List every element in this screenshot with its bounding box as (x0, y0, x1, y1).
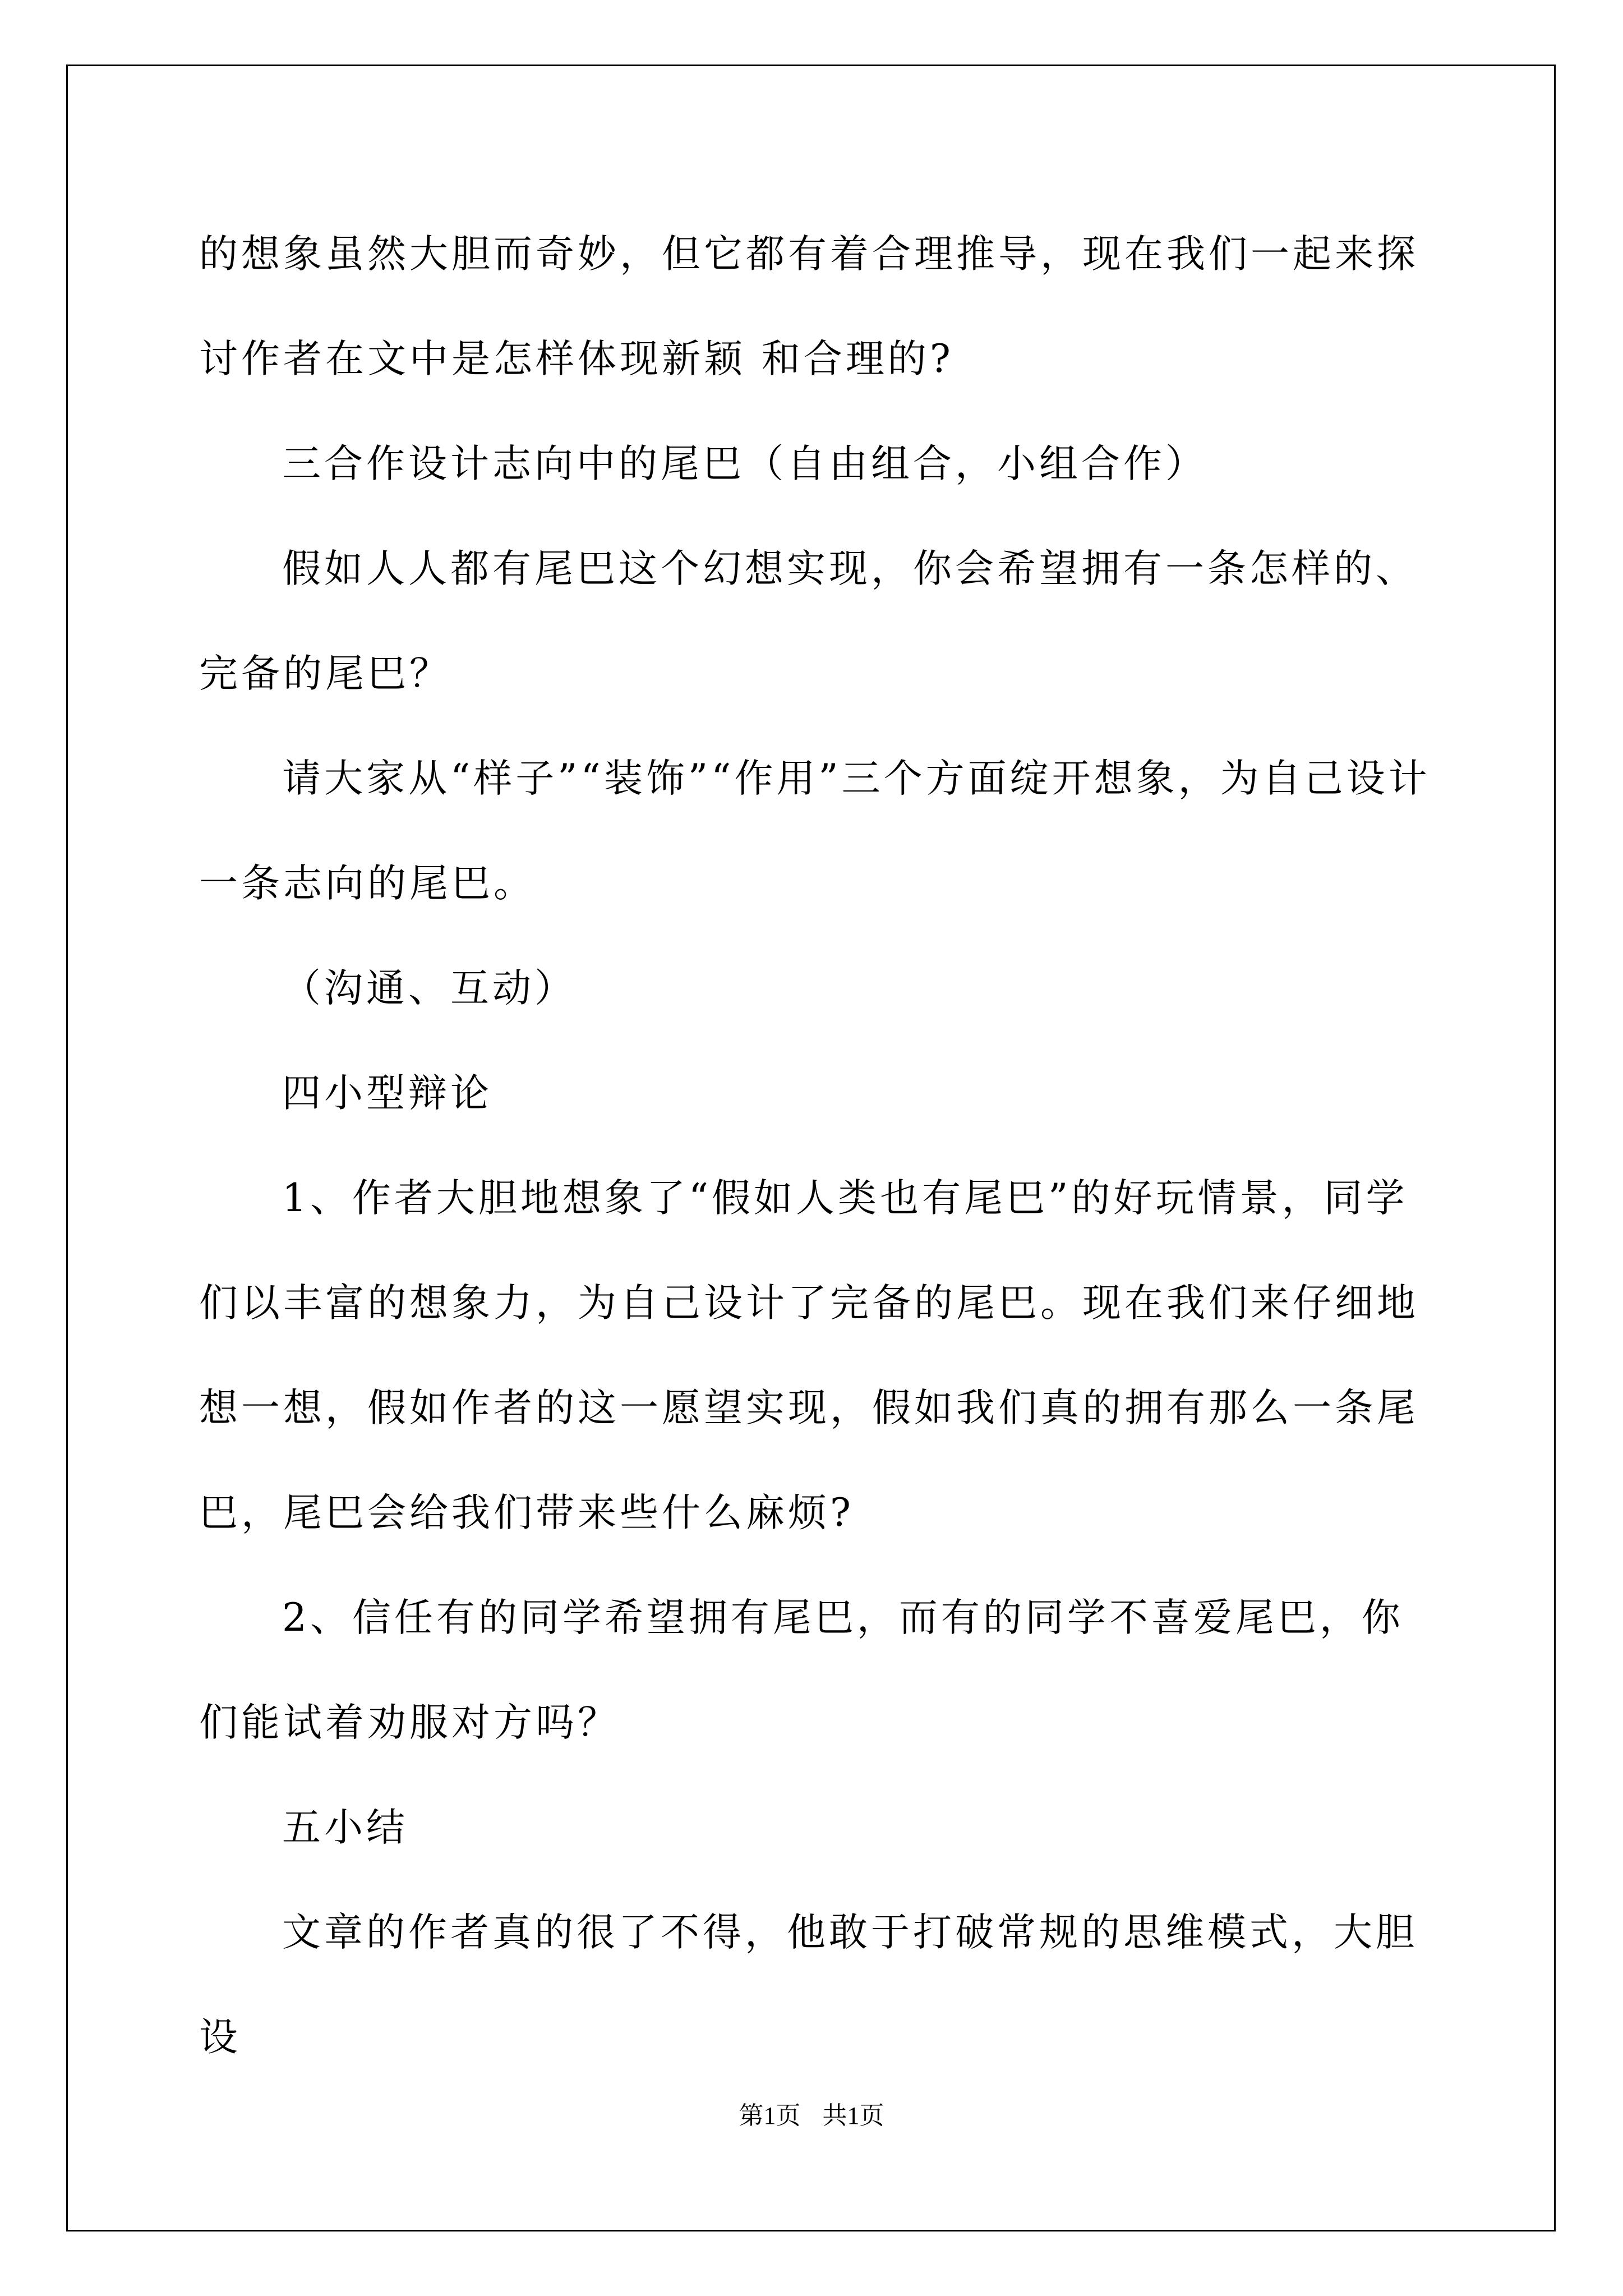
paragraph-summary: 文章的作者真的很了不得，他敢于打破常规的思维模式，大胆设 (199, 1910, 1418, 2060)
paragraph-debate-item-1: 1、作者大胆地想象了“假如人类也有尾巴”的好玩情景，同学们以丰富的想象力，为自己设计了完备的尾巴。现在我们来仔细地想一想，假如作者的这一愿望实现，假如我们真的拥有那么一条尾巴，尾巴会给我们带来些什么麻烦? (199, 1176, 1419, 1535)
paragraph-activity-note: （沟通、互动） (282, 966, 577, 1011)
section-heading-four: 四小型辩论 (282, 1071, 492, 1116)
paragraph-debate-item-2: 2、信任有的同学希望拥有尾巴，而有的同学不喜爱尾巴，你们能试着劝服对方吗？ (199, 1595, 1404, 1745)
paragraph-continuation: 的想象虽然大胆而奇妙，但它都有着合理推导，现在我们一起来探讨作者在文中是怎样体现新颖 和合理的? (199, 232, 1419, 381)
paragraph-instruction: 请大家从“样子”“装饰”“作用”三个方面绽开想象，为自己设计一条志向的尾巴。 (199, 756, 1431, 906)
section-heading-three: 三合作设计志向中的尾巴（自由组合，小组合作） (282, 441, 1207, 486)
section-heading-five: 五小结 (282, 1805, 408, 1850)
page-number: 第1页 (739, 2102, 801, 2129)
document-body (199, 202, 1433, 2090)
paragraph-question: 假如人人都有尾巴这个幻想实现，你会希望拥有一条怎样的、完备的尾巴？ (199, 546, 1418, 696)
page-footer (0, 2095, 1623, 2131)
page-total: 共1页 (822, 2102, 884, 2129)
